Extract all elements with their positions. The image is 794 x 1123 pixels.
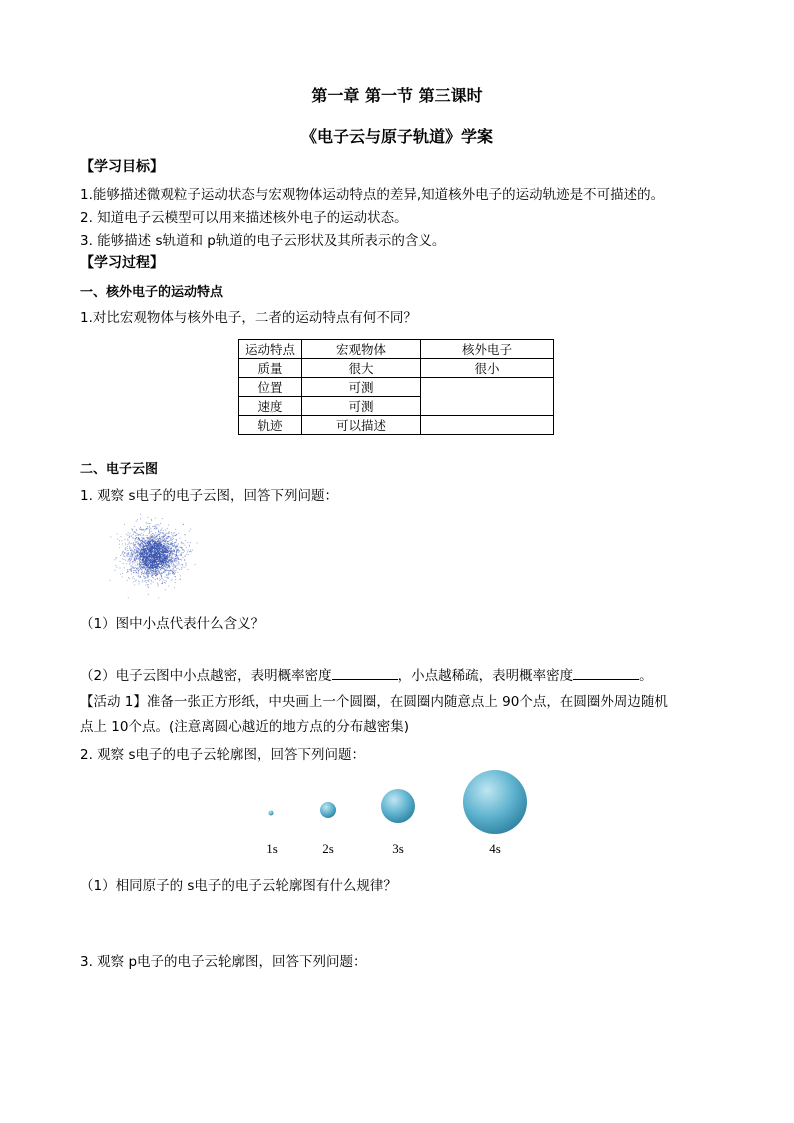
question-2-1: （1）图中小点代表什么含义？ (80, 616, 265, 632)
activity-1-line-1: 【活动 1】准备一张正方形纸，中央画上一个圆圈，在圆圈内随意点上 90个点，在圆圈外周边随机 (80, 694, 668, 710)
question-2-2-text-a: （2）电子云图中小点越密，表明概率密度 (80, 668, 332, 684)
question-4: 3. 观察 p电子的电子云轮廓图，回答下列问题： (80, 954, 367, 970)
table-cell: 可测 (302, 378, 421, 397)
objective-3: 3. 能够描述 s轨道和 p轨道的电子云形状及其所表示的含义。 (80, 233, 446, 249)
chapter-title: 第一章 第一节 第三课时 (311, 86, 483, 105)
table-header-cell: 运动特点 (239, 340, 302, 359)
table-row (239, 416, 554, 435)
orbital-label: 3s (392, 841, 404, 856)
table-header-cell: 宏观物体 (302, 340, 421, 359)
sphere-2s (320, 802, 336, 818)
sphere-4s (463, 770, 527, 834)
section-2-title: 二、电子云图 (80, 462, 159, 477)
table-cell: 轨迹 (239, 416, 302, 435)
objectives-heading: 【学习目标】 (80, 159, 164, 175)
question-3: 2. 观察 s电子的电子云轮廓图，回答下列问题： (80, 747, 365, 763)
table-cell: 很大 (302, 359, 421, 378)
table-header-row (239, 340, 554, 359)
table-cell: 质量 (239, 359, 302, 378)
table-cell: 位置 (239, 378, 302, 397)
question-2-2-text-b: ，小点越稀疏，表明概率密度 (397, 668, 574, 684)
orbital-label: 1s (266, 841, 278, 856)
objective-2: 2. 知道电子云模型可以用来描述核外电子的运动状态。 (80, 210, 408, 226)
question-3-1: （1）相同原子的 s电子的电子云轮廓图有什么规律？ (80, 878, 397, 894)
electron-cloud-image (108, 510, 200, 600)
answer-blank-dense[interactable] (332, 667, 398, 680)
document-title: 《电子云与原子轨道》学案 (300, 127, 493, 146)
table-cell: 很小 (421, 359, 554, 378)
orbital-label: 2s (322, 841, 334, 856)
answer-blank-sparse[interactable] (573, 667, 639, 680)
table-row (239, 378, 554, 397)
activity-1-line-2: 点上 10个点。(注意离圆心越近的地方点的分布越密集) (80, 719, 410, 735)
table-cell: 可以描述 (302, 416, 421, 435)
question-2: 1. 观察 s电子的电子云图，回答下列问题： (80, 488, 338, 504)
section-1-title: 一、核外电子的运动特点 (80, 285, 224, 300)
sphere-3s (381, 789, 415, 823)
table-cell-blank (421, 378, 554, 416)
question-2-2-text-c: 。 (639, 668, 653, 684)
s-orbital-spheres-image (250, 768, 550, 860)
question-1: 1.对比宏观物体与核外电子，二者的运动特点有何不同？ (80, 310, 417, 326)
process-heading: 【学习过程】 (80, 255, 164, 271)
orbital-label: 4s (489, 841, 501, 856)
question-2-2 (80, 664, 653, 684)
table-row (239, 359, 554, 378)
table-header-cell: 核外电子 (421, 340, 554, 359)
table-cell: 速度 (239, 397, 302, 416)
comparison-table (238, 339, 554, 435)
table-cell: 可测 (302, 397, 421, 416)
objective-1: 1.能够描述微观粒子运动状态与宏观物体运动特点的差异,知道核外电子的运动轨迹是不可描述的。 (80, 187, 665, 203)
sphere-1s (269, 811, 274, 816)
table-cell (421, 416, 554, 435)
